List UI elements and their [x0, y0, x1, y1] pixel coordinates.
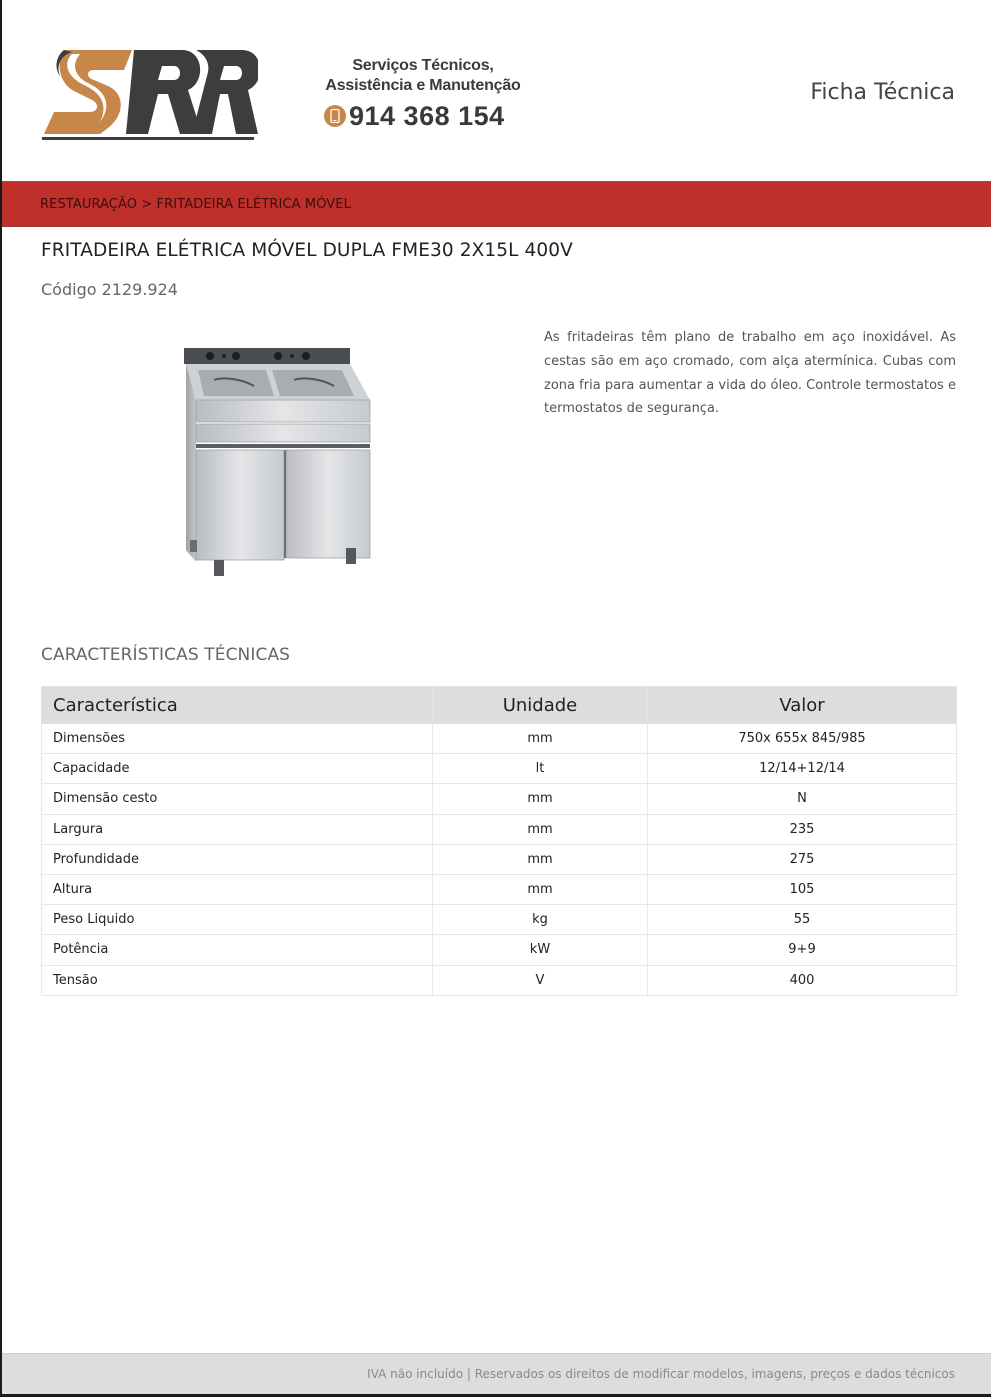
table-header-row [42, 687, 957, 724]
tagline-line-2: Assistência e Manutenção [325, 77, 521, 94]
srr-logo [42, 42, 258, 142]
cell-value: 9+9 [648, 935, 957, 965]
tagline-line-1: Serviços Técnicos, [352, 57, 494, 74]
breadcrumb-text: RESTAURAÇÃO > FRITADEIRA ELÉTRICA MÓVEL [40, 196, 351, 212]
product-description: As fritadeiras têm plano de trabalho em aço inoxidável. As cestas são em aço cromado, com alça atermínica. Cubas com zona fria para aumentar a vida do óleo. Controle termostatos e termostatos de segurança. [544, 330, 956, 417]
table-row [42, 935, 957, 965]
table-row [42, 965, 957, 995]
mobile-phone-icon [324, 105, 346, 127]
document-title: Ficha Técnica [810, 80, 955, 105]
header [2, 0, 991, 181]
specs-section-title: CARACTERÍSTICAS TÉCNICAS [41, 645, 291, 665]
cell-unit: kW [433, 935, 648, 965]
header-caracteristica: Característica [42, 687, 433, 724]
cell-value: 275 [648, 844, 957, 874]
cell-characteristic: Peso Liquido [42, 905, 433, 935]
cell-value: 750x 655x 845/985 [648, 724, 957, 754]
cell-value: 105 [648, 874, 957, 904]
table-row [42, 814, 957, 844]
cell-characteristic: Altura [42, 874, 433, 904]
company-tagline [308, 56, 538, 96]
cell-characteristic: Dimensão cesto [42, 784, 433, 814]
cell-unit: mm [433, 724, 648, 754]
cell-characteristic: Profundidade [42, 844, 433, 874]
cell-unit: kg [433, 905, 648, 935]
table-row [42, 874, 957, 904]
cell-unit: V [433, 965, 648, 995]
cell-characteristic: Capacidade [42, 754, 433, 784]
footer-disclaimer: IVA não incluído | Reservados os direitos de modificar modelos, imagens, preços e dados técnicos [367, 1367, 955, 1381]
fryer-product-image [174, 340, 379, 585]
footer [2, 1353, 991, 1394]
phone-number: 914 368 154 [349, 100, 505, 131]
cell-unit: mm [433, 814, 648, 844]
spec-sheet-page [2, 0, 991, 1394]
table-row [42, 905, 957, 935]
table-row [42, 724, 957, 754]
specs-table [41, 686, 957, 996]
cell-unit: mm [433, 784, 648, 814]
cell-unit: mm [433, 874, 648, 904]
cell-unit: lt [433, 754, 648, 784]
cell-value: 12/14+12/14 [648, 754, 957, 784]
cell-characteristic: Dimensões [42, 724, 433, 754]
table-row [42, 754, 957, 784]
product-code: Código 2129.924 [41, 280, 178, 299]
table-row [42, 784, 957, 814]
phone-contact [324, 100, 505, 132]
cell-characteristic: Tensão [42, 965, 433, 995]
product-title: FRITADEIRA ELÉTRICA MÓVEL DUPLA FME30 2X15L 400V [41, 240, 573, 261]
cell-value: N [648, 784, 957, 814]
cell-value: 400 [648, 965, 957, 995]
breadcrumb [2, 181, 991, 227]
cell-value: 55 [648, 905, 957, 935]
header-unidade: Unidade [433, 687, 648, 724]
cell-value: 235 [648, 814, 957, 844]
cell-characteristic: Potência [42, 935, 433, 965]
header-valor: Valor [648, 687, 957, 724]
cell-characteristic: Largura [42, 814, 433, 844]
cell-unit: mm [433, 844, 648, 874]
table-row [42, 844, 957, 874]
